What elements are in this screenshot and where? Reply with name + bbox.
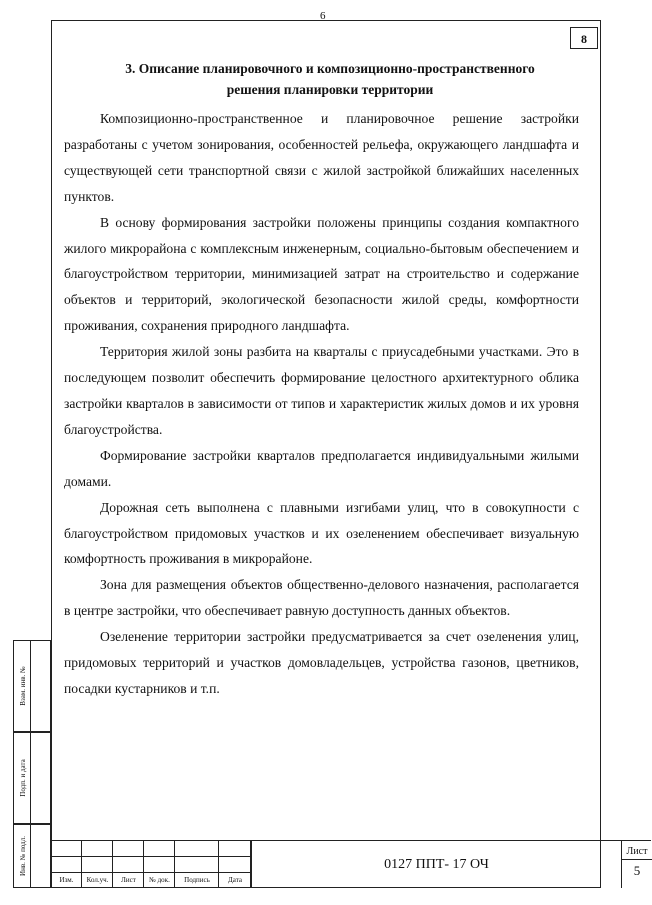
title-block-stamp bbox=[51, 840, 648, 888]
side-stamp-vzam bbox=[13, 640, 51, 732]
stamp-header-kol: Кол.уч. bbox=[86, 876, 109, 884]
side-stamp-inv-label: Инв. № подл. bbox=[19, 836, 27, 876]
paragraph: Территория жилой зоны разбита на кварталы с приусадебными участками. Это в последующем позволит обеспечить формирование целостного архитектурного облика застройки кварталов в зависимости от типов и характеристик жилых домов и их уровня благоустройства. bbox=[64, 344, 579, 437]
paragraph: Композиционно-пространственное и планировочное решение застройки разработаны с учетом зонирования, особенностей рельефа, окружающего ландшафта и существующей сети транспортной связи с жилой застройкой ближайших населенных пунктов. bbox=[64, 111, 579, 204]
side-stamp-podp bbox=[13, 732, 51, 824]
side-stamp-inv bbox=[13, 824, 51, 888]
stamp-header-doc: № док. bbox=[149, 876, 170, 884]
side-stamp-podp-label: Подп. и дата bbox=[19, 759, 27, 797]
top-page-mark: 6 bbox=[320, 10, 326, 22]
paragraph: Озеленение территории застройки предусматривается за счет озеленения улиц, придомовых территорий и участков домовладельцев, устройства газонов, цветников, посадки кустарников и т.п. bbox=[64, 629, 579, 696]
stamp-header-list: Лист bbox=[121, 876, 136, 884]
section-title-line-2: решения планировки территории bbox=[226, 82, 434, 97]
stamp-header-podpis: Подпись bbox=[184, 876, 210, 884]
paragraph: Формирование застройки кварталов предполагается индивидуальными жилыми домами. bbox=[64, 447, 579, 489]
section-title-line-1: 3. Описание планировочного и композиционно-пространственного bbox=[125, 61, 535, 76]
section-title bbox=[60, 58, 600, 100]
side-stamp-vzam-label: Взам. инв. № bbox=[19, 666, 27, 706]
stamp-header-izm: Изм. bbox=[59, 876, 74, 884]
stamp-grid bbox=[51, 840, 251, 888]
paragraph: В основу формирования застройки положены принципы создания компактного жилого микрорайона с комплексным инженерным, социально-бытовым обеспечением и благоустройством территории, минимизацией затрат на строительство и содержание объектов и территорий, экологической безопасности жилой среды, комфортности проживания, сохранения природного ландшафта. bbox=[64, 214, 579, 334]
document-code: 0127 ППТ- 17 ОЧ bbox=[251, 840, 621, 888]
sheet-box bbox=[621, 840, 651, 888]
paragraph: Дорожная сеть выполнена с плавными изгибами улиц, что в совокупности с благоустройством придомовых участков и их озеленением обеспечивает визуальную комфортность проживания в микрорайоне. bbox=[64, 499, 579, 567]
sheet-label: Лист bbox=[622, 845, 652, 860]
page-number-box: 8 bbox=[570, 27, 598, 49]
body-text bbox=[64, 106, 579, 702]
stamp-header-data: Дата bbox=[228, 876, 242, 884]
sheet-number: 5 bbox=[633, 863, 641, 878]
paragraph: Зона для размещения объектов общественно-делового назначения, располагается в центре застройки, что обеспечивает равную доступность данных объектов. bbox=[64, 577, 579, 619]
